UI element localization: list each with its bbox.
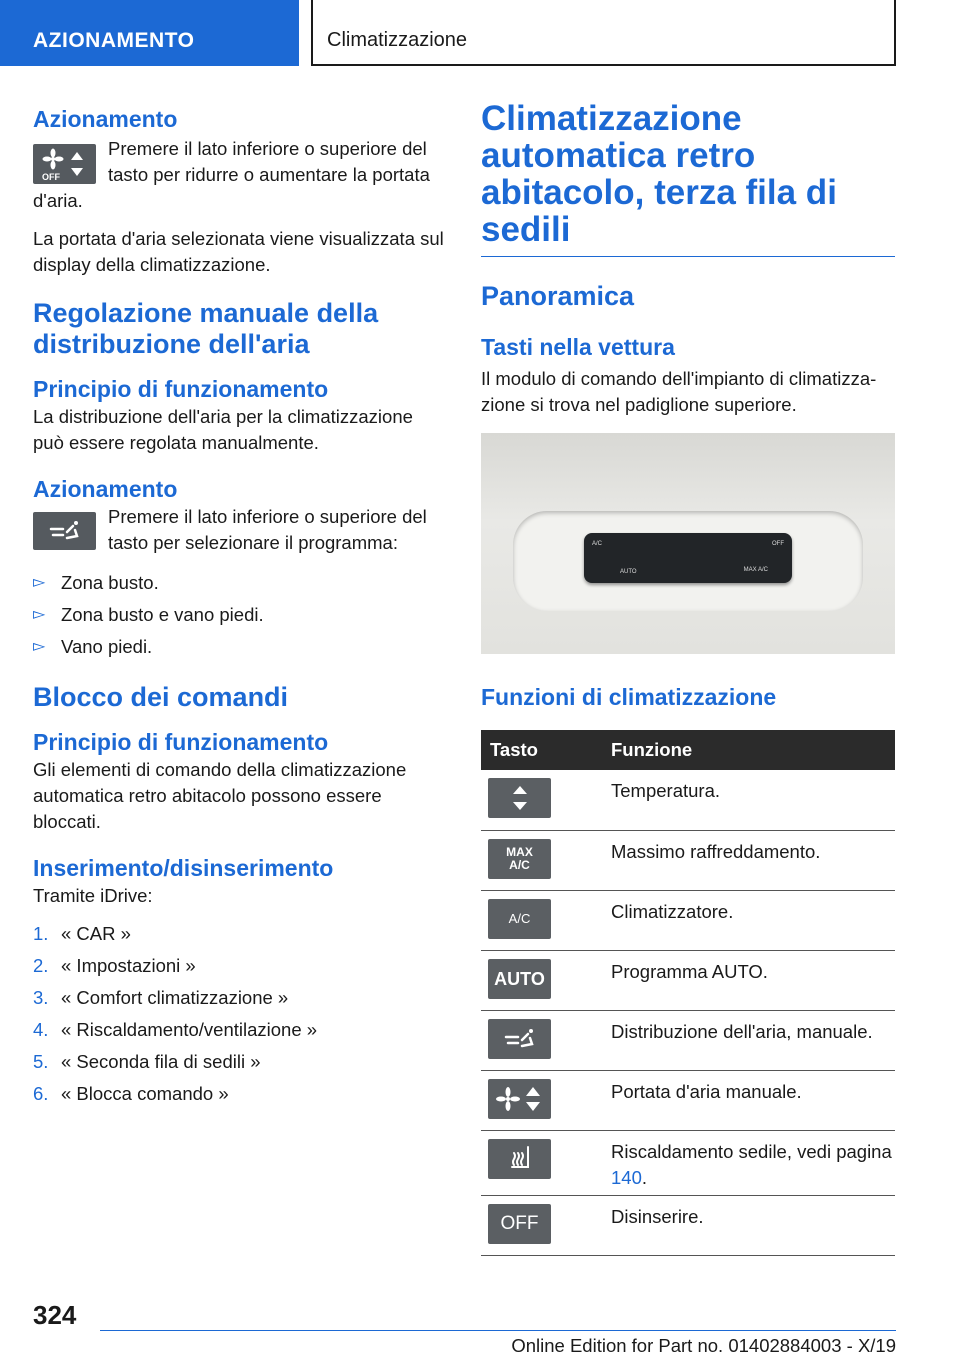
ac-icon: A/C — [488, 899, 551, 939]
list-item — [33, 921, 448, 947]
left-column — [33, 100, 448, 1113]
function-text: Programma AUTO. — [611, 950, 895, 1010]
heading-azionamento-2: Azionamento — [33, 476, 178, 502]
right-column — [481, 100, 895, 1256]
photo-label-max: MAX A/C — [743, 567, 768, 573]
heading-inserimento: Inserimento/disinserimento — [33, 855, 334, 881]
azionamento-2-text: Premere il lato inferiore o superiore del tasto per selezionare il programma: — [108, 506, 427, 553]
principio-2-text: Gli elementi di comando della climatizzazione automatica retro abitacolo possono essere bloccati. — [33, 759, 407, 832]
heading-funzioni: Funzioni di climatizzazione — [481, 684, 777, 710]
function-text: Portata d'aria manuale. — [611, 1070, 895, 1130]
table-row — [481, 890, 895, 950]
page-link[interactable]: 140 — [611, 1166, 642, 1188]
photo-label-auto: AUTO — [620, 569, 637, 575]
step-text: « Comfort climatizzazione » — [61, 987, 289, 1008]
heading-azionamento: Azionamento — [33, 106, 178, 132]
list-item — [33, 1081, 448, 1107]
control-module-photo — [481, 433, 895, 654]
principio-text: La distribuzione dell'aria per la climatizzazione può essere regolata manualmente. — [33, 406, 413, 453]
table-row — [481, 1130, 895, 1195]
air-distribution-icon — [488, 1019, 551, 1059]
list-item — [33, 985, 448, 1011]
svg-text:OFF: OFF — [42, 172, 60, 182]
heading-principio: Principio di funzionamento — [33, 376, 329, 402]
step-text: « Riscaldamento/ventilazione » — [61, 1019, 318, 1040]
table-row — [481, 950, 895, 1010]
air-distribution-icon — [33, 512, 96, 550]
max-ac-icon: MAX A/C — [488, 839, 551, 879]
seat-heating-icon — [488, 1139, 551, 1179]
azionamento-block — [33, 136, 448, 214]
step-number: 1. — [33, 923, 49, 944]
functions-table — [481, 730, 895, 1256]
page-header — [0, 0, 960, 66]
list-item: ▻ Vano piedi. — [33, 634, 448, 660]
heading-principio-2: Principio di funzionamento — [33, 729, 329, 755]
step-number: 2. — [33, 955, 49, 976]
auto-icon: AUTO — [488, 959, 551, 999]
page-number: 324 — [33, 1300, 77, 1330]
portata-text: La portata d'aria selezionata viene visualizzata sul display della climatizzazione. — [33, 228, 444, 275]
step-text: « CAR » — [61, 923, 131, 944]
table-row — [481, 770, 895, 830]
off-icon: OFF — [488, 1204, 551, 1244]
azionamento-text: Premere il lato inferiore o superiore del tasto per ridurre o aumentare la portata d'aria. — [33, 138, 430, 211]
step-text: « Impostazioni » — [61, 955, 196, 976]
heading-blocco: Blocco dei comandi — [33, 682, 289, 712]
function-text: Massimo raffreddamento. — [611, 830, 895, 890]
list-item — [33, 1017, 448, 1043]
heading-panoramica: Panoramica — [481, 281, 635, 311]
tasti-text: Il modulo di comando dell'impianto di climatizzazione si trova nel padiglione superiore. — [481, 368, 877, 415]
function-text: Distribuzione dell'aria, manuale. — [611, 1010, 895, 1070]
tramite-text: Tramite iDrive: — [33, 885, 153, 906]
function-text: Disinserire. — [611, 1195, 895, 1255]
chapter-title: Climatizzazione — [311, 0, 896, 66]
table-row — [481, 1010, 895, 1070]
table-row — [481, 830, 895, 890]
step-number: 6. — [33, 1083, 49, 1104]
steps-list — [33, 921, 448, 1107]
column-header-funzione: Funzione — [611, 730, 895, 770]
azionamento-2-block — [33, 504, 448, 556]
function-text: Climatizzatore. — [611, 890, 895, 950]
heading-regolazione: Regolazione manuale della distribuzione dell'aria — [33, 298, 379, 359]
fan-arrows-icon — [33, 144, 96, 184]
table-header-row — [481, 730, 895, 770]
step-number: 3. — [33, 987, 49, 1008]
table-row — [481, 1195, 895, 1255]
photo-control-panel — [584, 533, 792, 583]
step-number: 4. — [33, 1019, 49, 1040]
edition-text: Online Edition for Part no. 01402884003 - X/19 — [511, 1335, 896, 1356]
list-item — [33, 1049, 448, 1075]
list-item: ▻ Zona busto. — [33, 570, 448, 596]
step-text: « Blocca comando » — [61, 1083, 229, 1104]
photo-label-off: OFF — [772, 541, 784, 547]
chapter-heading: Climatizzazione automatica retro abitacolo, terza fila di sedili — [481, 100, 895, 257]
step-number: 5. — [33, 1051, 49, 1072]
list-item — [33, 953, 448, 979]
function-text: Riscaldamento sedile, vedi pagina 140. — [611, 1130, 895, 1195]
footer-rule — [100, 1330, 896, 1331]
step-text: « Seconda fila di sedili » — [61, 1051, 261, 1072]
list-item: ▻ Zona busto e vano piedi. — [33, 602, 448, 628]
temperature-arrows-icon — [488, 778, 551, 818]
heading-tasti: Tasti nella vettura — [481, 334, 675, 360]
photo-label-ac: A/C — [592, 541, 603, 547]
function-text: Temperatura. — [611, 770, 895, 830]
table-row — [481, 1070, 895, 1130]
fan-arrows-icon — [488, 1079, 551, 1119]
section-tab: AZIONAMENTO — [0, 0, 299, 66]
program-list — [33, 570, 448, 660]
column-header-tasto: Tasto — [481, 730, 611, 770]
